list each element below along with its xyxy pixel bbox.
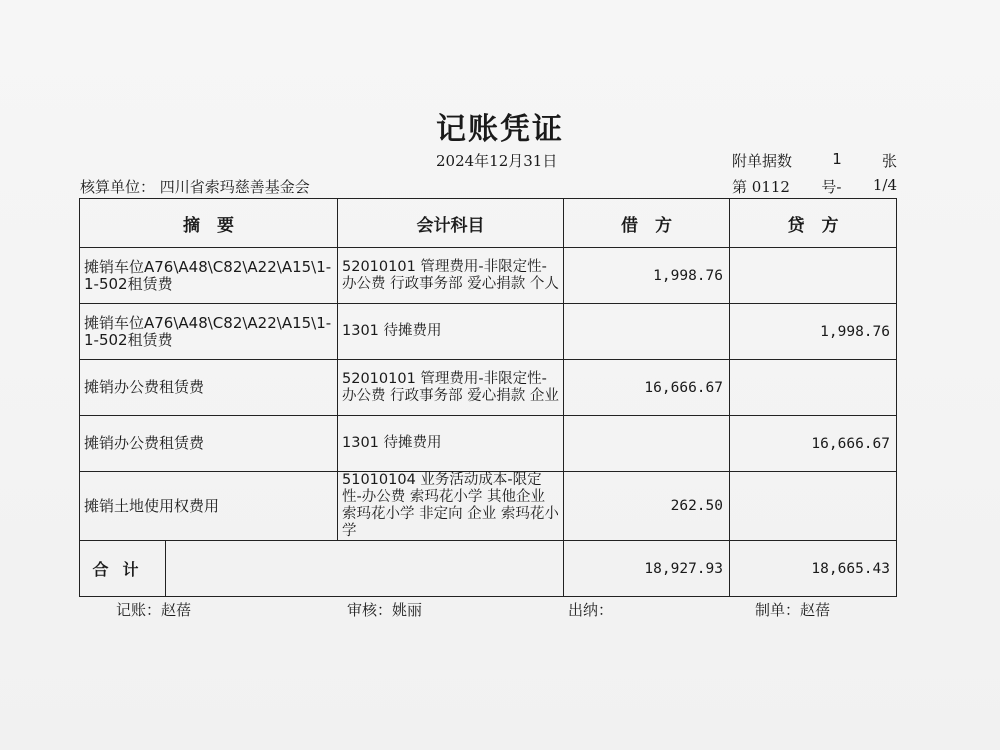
entry-credit xyxy=(730,472,897,541)
total-row xyxy=(80,541,897,597)
total-credit: 18,665.43 xyxy=(730,541,897,597)
bookkeeper-label: 记账： xyxy=(116,601,162,619)
table-header-row xyxy=(80,199,897,248)
page-title: 记账凭证 xyxy=(436,112,564,147)
voucher-table xyxy=(79,198,897,597)
unit-label: 核算单位： xyxy=(80,178,156,196)
entry-debit xyxy=(564,304,730,360)
entry-summary: 摊销办公费租赁费 xyxy=(80,416,338,472)
total-label: 合计 xyxy=(80,541,166,597)
entry-credit xyxy=(730,360,897,416)
table-row xyxy=(80,416,897,472)
entry-credit: 16,666.67 xyxy=(730,416,897,472)
reviewer-name: 姚丽 xyxy=(392,601,423,619)
entry-summary: 摊销办公费租赁费 xyxy=(80,360,338,416)
unit-name: 四川省索玛慈善基金会 xyxy=(159,178,310,196)
entry-account: 51010104 业务活动成本-限定性-办公费 索玛花小学 其他企业 索玛花小学 非定向 企业 索玛花小学 xyxy=(338,472,564,541)
bookkeeper-signature xyxy=(116,599,191,620)
entry-summary: 摊销车位A76\A48\C82\A22\A15\1-1-502租赁费 xyxy=(80,304,338,360)
preparer-signature xyxy=(755,599,830,620)
total-blank xyxy=(166,541,564,597)
table-row xyxy=(80,472,897,541)
table-row xyxy=(80,248,897,304)
entry-account: 52010101 管理费用-非限定性-办公费 行政事务部 爱心捐款 个人 xyxy=(338,248,564,304)
accounting-unit xyxy=(80,176,310,197)
attachment-number: 1 xyxy=(832,150,842,168)
entry-debit: 262.50 xyxy=(564,472,730,541)
entry-credit: 1,998.76 xyxy=(730,304,897,360)
entry-debit: 1,998.76 xyxy=(564,248,730,304)
header-debit: 借 方 xyxy=(564,199,730,248)
voucher-number xyxy=(732,176,897,197)
entry-account: 1301 待摊费用 xyxy=(338,416,564,472)
attachment-count xyxy=(732,150,897,171)
voucher-no-value: 0112 xyxy=(751,178,790,196)
voucher-prefix: 第 xyxy=(732,178,748,196)
total-debit: 18,927.93 xyxy=(564,541,730,597)
header-account: 会计科目 xyxy=(338,199,564,248)
header-summary: 摘 要 xyxy=(80,199,338,248)
entry-summary: 摊销车位A76\A48\C82\A22\A15\1-1-502租赁费 xyxy=(80,248,338,304)
cashier-signature xyxy=(568,599,613,620)
entry-account: 1301 待摊费用 xyxy=(338,304,564,360)
entry-summary: 摊销土地使用权费用 xyxy=(80,472,338,541)
table-row xyxy=(80,304,897,360)
preparer-label: 制单： xyxy=(755,601,801,619)
entry-credit xyxy=(730,248,897,304)
cashier-label: 出纳： xyxy=(568,601,614,619)
header-credit: 贷 方 xyxy=(730,199,897,248)
attachment-label: 附单据数 xyxy=(732,152,793,170)
reviewer-signature xyxy=(347,599,422,620)
reviewer-label: 审核： xyxy=(347,601,393,619)
preparer-name: 赵蓓 xyxy=(800,601,831,619)
attachment-unit: 张 xyxy=(881,152,897,170)
entry-account: 52010101 管理费用-非限定性-办公费 行政事务部 爱心捐款 企业 xyxy=(338,360,564,416)
voucher-date: 2024年12月31日 xyxy=(436,152,558,170)
entry-debit xyxy=(564,416,730,472)
voucher-page: 1/4 xyxy=(872,176,897,194)
entry-debit: 16,666.67 xyxy=(564,360,730,416)
voucher-suffix: 号- xyxy=(821,178,842,196)
bookkeeper-name: 赵蓓 xyxy=(161,601,192,619)
table-row xyxy=(80,360,897,416)
